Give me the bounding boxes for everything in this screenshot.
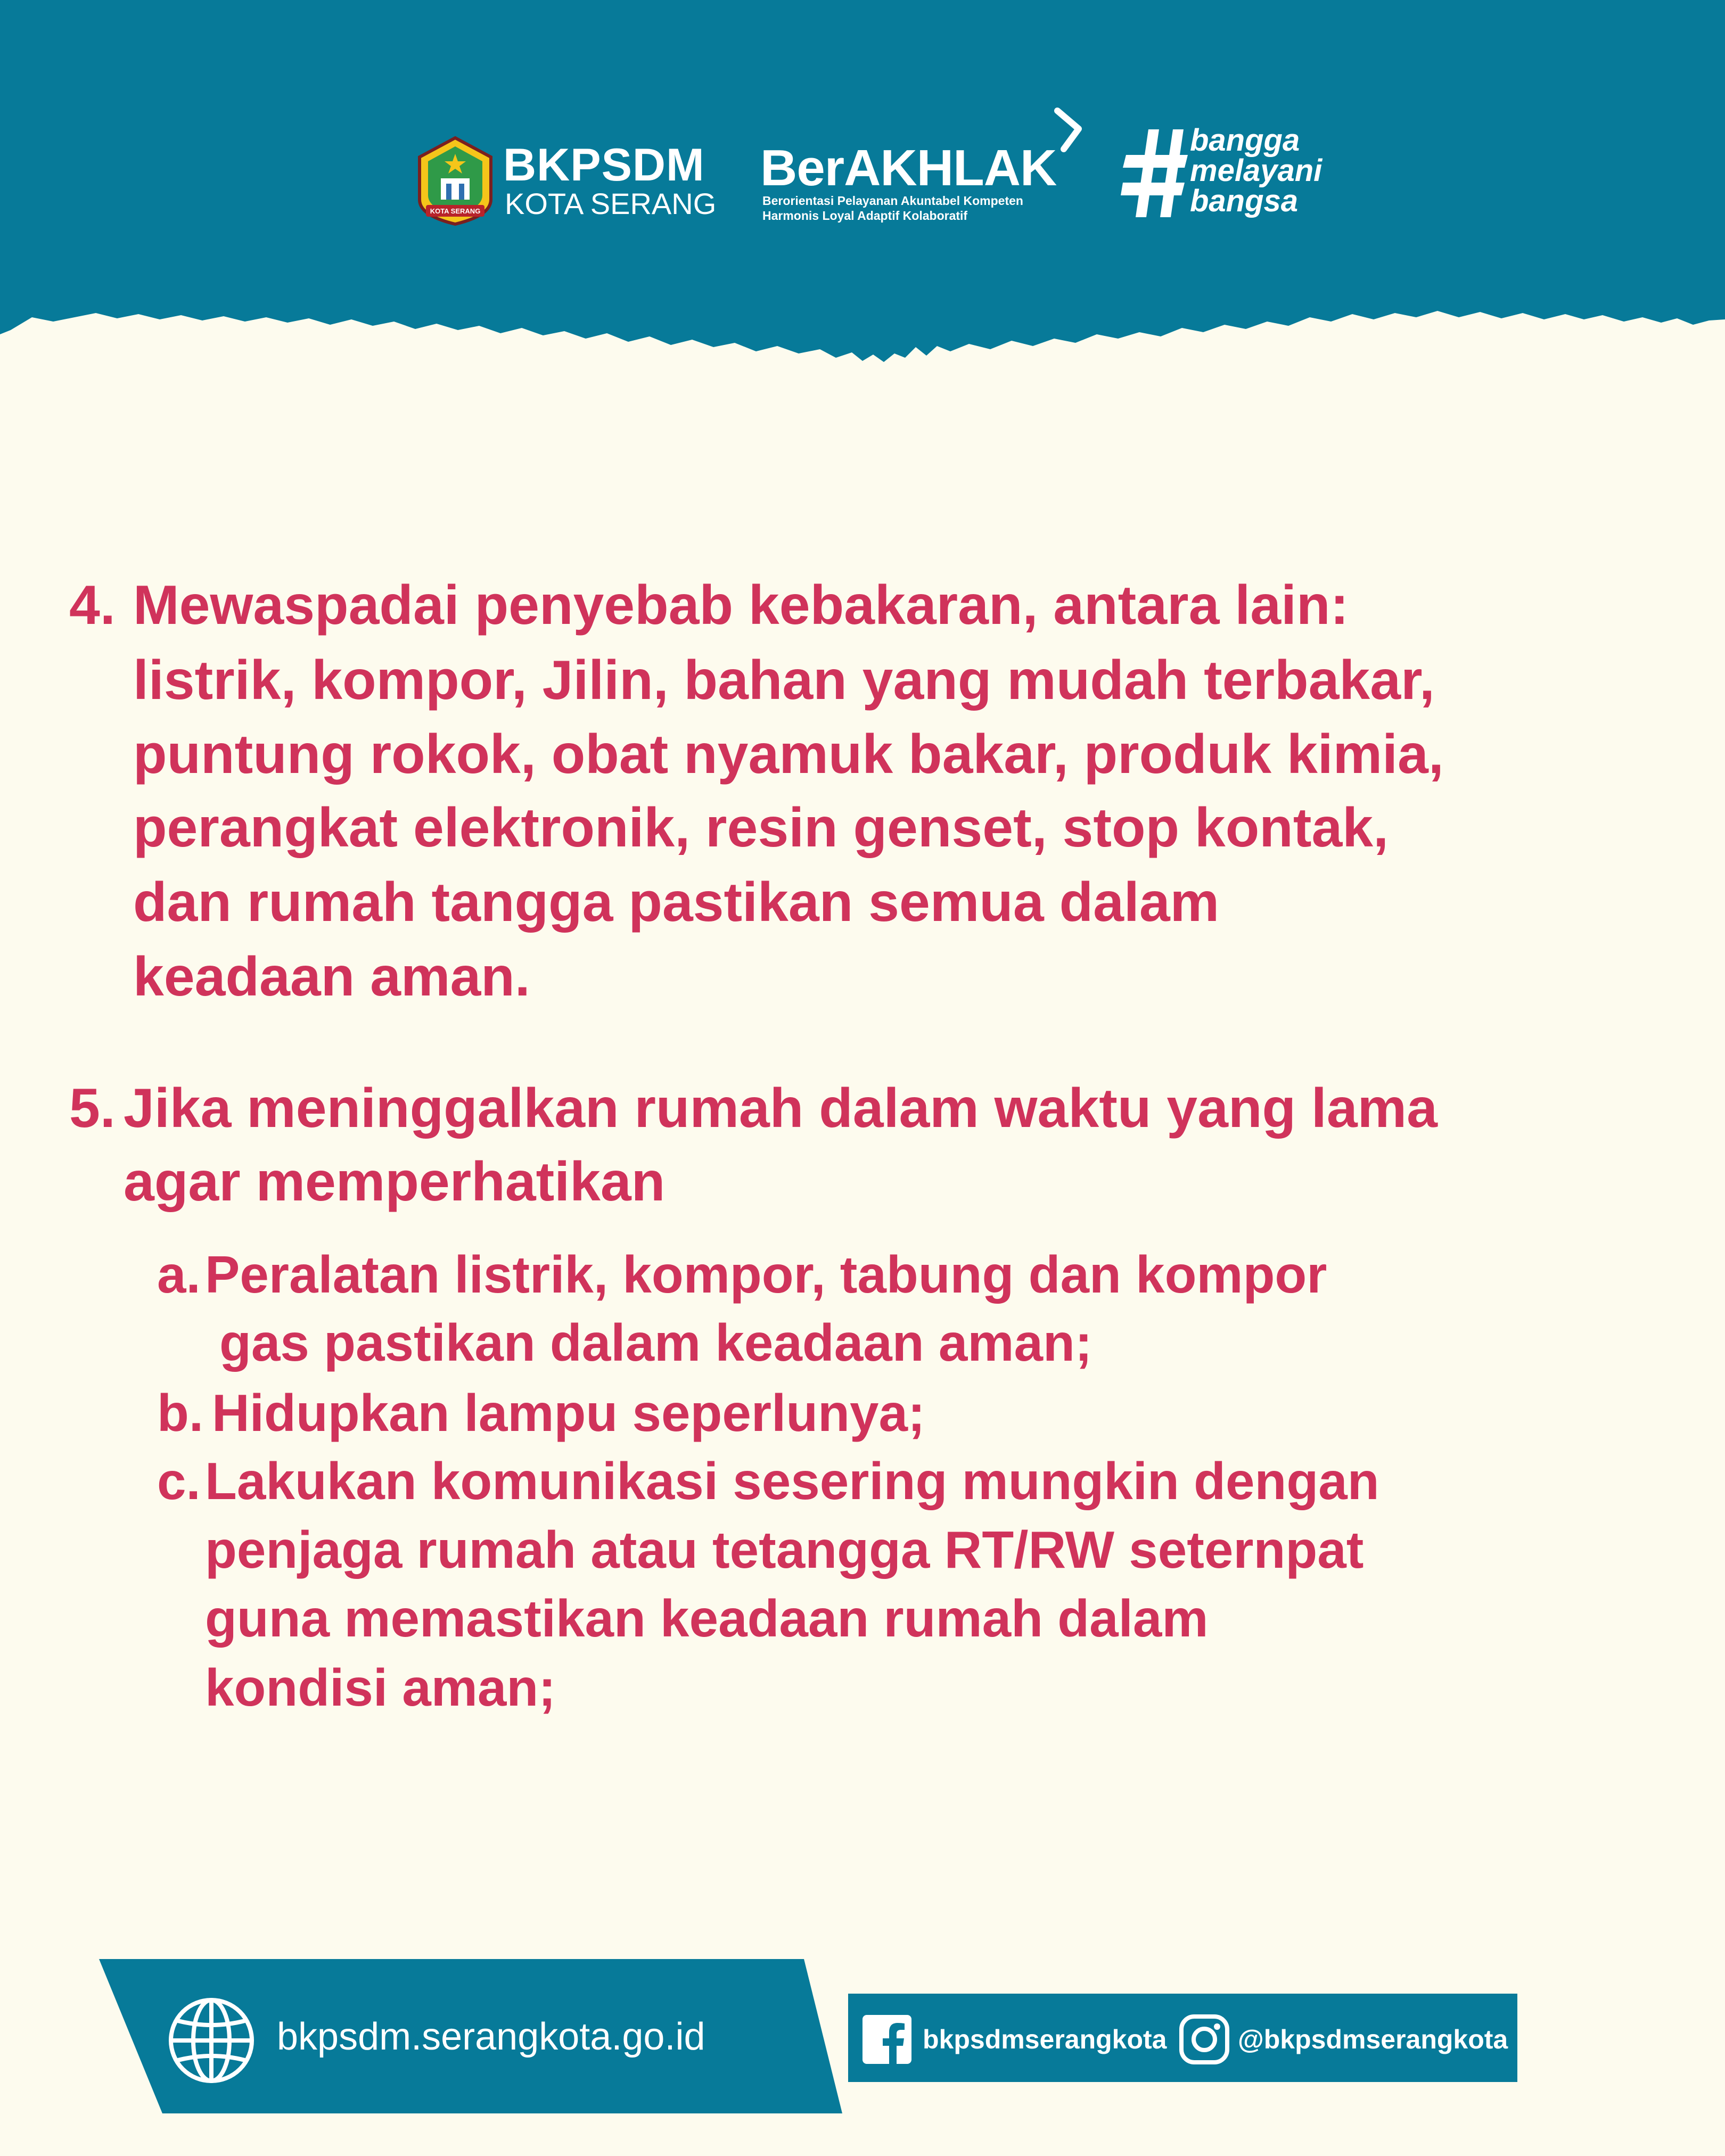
instagram-handle[interactable]: @bkpsdmserangkota bbox=[1238, 2025, 1508, 2054]
facebook-handle[interactable]: bkpsdmserangkota bbox=[923, 2025, 1167, 2054]
bangga-word-2: melayani bbox=[1190, 153, 1322, 188]
berakhlak-tagline-1: Berorientasi Pelayanan Akuntabel Kompeten bbox=[762, 194, 1023, 208]
sub-a-line-2: gas pastikan dalam keadaan aman; bbox=[219, 1313, 1092, 1372]
item-4-line-6: keadaan aman. bbox=[133, 946, 530, 1008]
item-5-line-2: agar memperhatikan bbox=[124, 1151, 666, 1213]
instagram-icon[interactable] bbox=[1178, 2013, 1230, 2066]
item-4-line-5: dan rumah tangga pastikan semua dalam bbox=[133, 871, 1220, 933]
item-5-line-1: Jika meninggalkan rumah dalam waktu yang lama bbox=[124, 1077, 1438, 1139]
sub-c-letter: c. bbox=[157, 1452, 201, 1510]
bangga-word-3: bangsa bbox=[1190, 184, 1299, 218]
item-5-number: 5. bbox=[69, 1077, 116, 1139]
sub-a-letter: a. bbox=[157, 1245, 201, 1304]
item-4-number: 4. bbox=[69, 574, 116, 636]
berakhlak-wordmark: BerAKHLAK bbox=[760, 139, 1057, 196]
website-link[interactable]: bkpsdm.serangkota.go.id bbox=[277, 2015, 705, 2058]
bkpsdm-name: BKPSDM bbox=[503, 139, 705, 191]
sub-c-line-2: penjaga rumah atau tetangga RT/RW seternpat bbox=[205, 1520, 1364, 1579]
sub-c-line-1: Lakukan komunikasi sesering mungkin dengan bbox=[205, 1452, 1379, 1510]
berakhlak-tagline-2: Harmonis Loyal Adaptif Kolaboratif bbox=[762, 209, 968, 223]
item-4-line-2: listrik, kompor, Jilin, bahan yang mudah terbakar, bbox=[133, 649, 1435, 711]
globe-icon bbox=[166, 1995, 257, 2086]
item-4-line-1: Mewaspadai penyebab kebakaran, antara lain: bbox=[133, 574, 1349, 636]
crest-label: KOTA SERANG bbox=[430, 207, 481, 215]
item-4-line-4: perangkat elektronik, resin genset, stop kontak, bbox=[133, 797, 1389, 859]
sub-c-line-3: guna memastikan keadaan rumah dalam bbox=[205, 1589, 1209, 1648]
item-4-line-3: puntung rokok, obat nyamuk bakar, produk kimia, bbox=[133, 723, 1444, 785]
facebook-icon[interactable] bbox=[861, 2014, 913, 2065]
bangga-word-1: bangga bbox=[1190, 123, 1300, 158]
sub-b-line-1: Hidupkan lampu seperlunya; bbox=[212, 1384, 925, 1442]
bkpsdm-city: KOTA SERANG bbox=[505, 187, 717, 220]
sub-b-letter: b. bbox=[157, 1384, 204, 1442]
sub-c-line-4: kondisi aman; bbox=[205, 1658, 556, 1717]
sub-a-line-1: Peralatan listrik, kompor, tabung dan kompor bbox=[205, 1245, 1327, 1304]
